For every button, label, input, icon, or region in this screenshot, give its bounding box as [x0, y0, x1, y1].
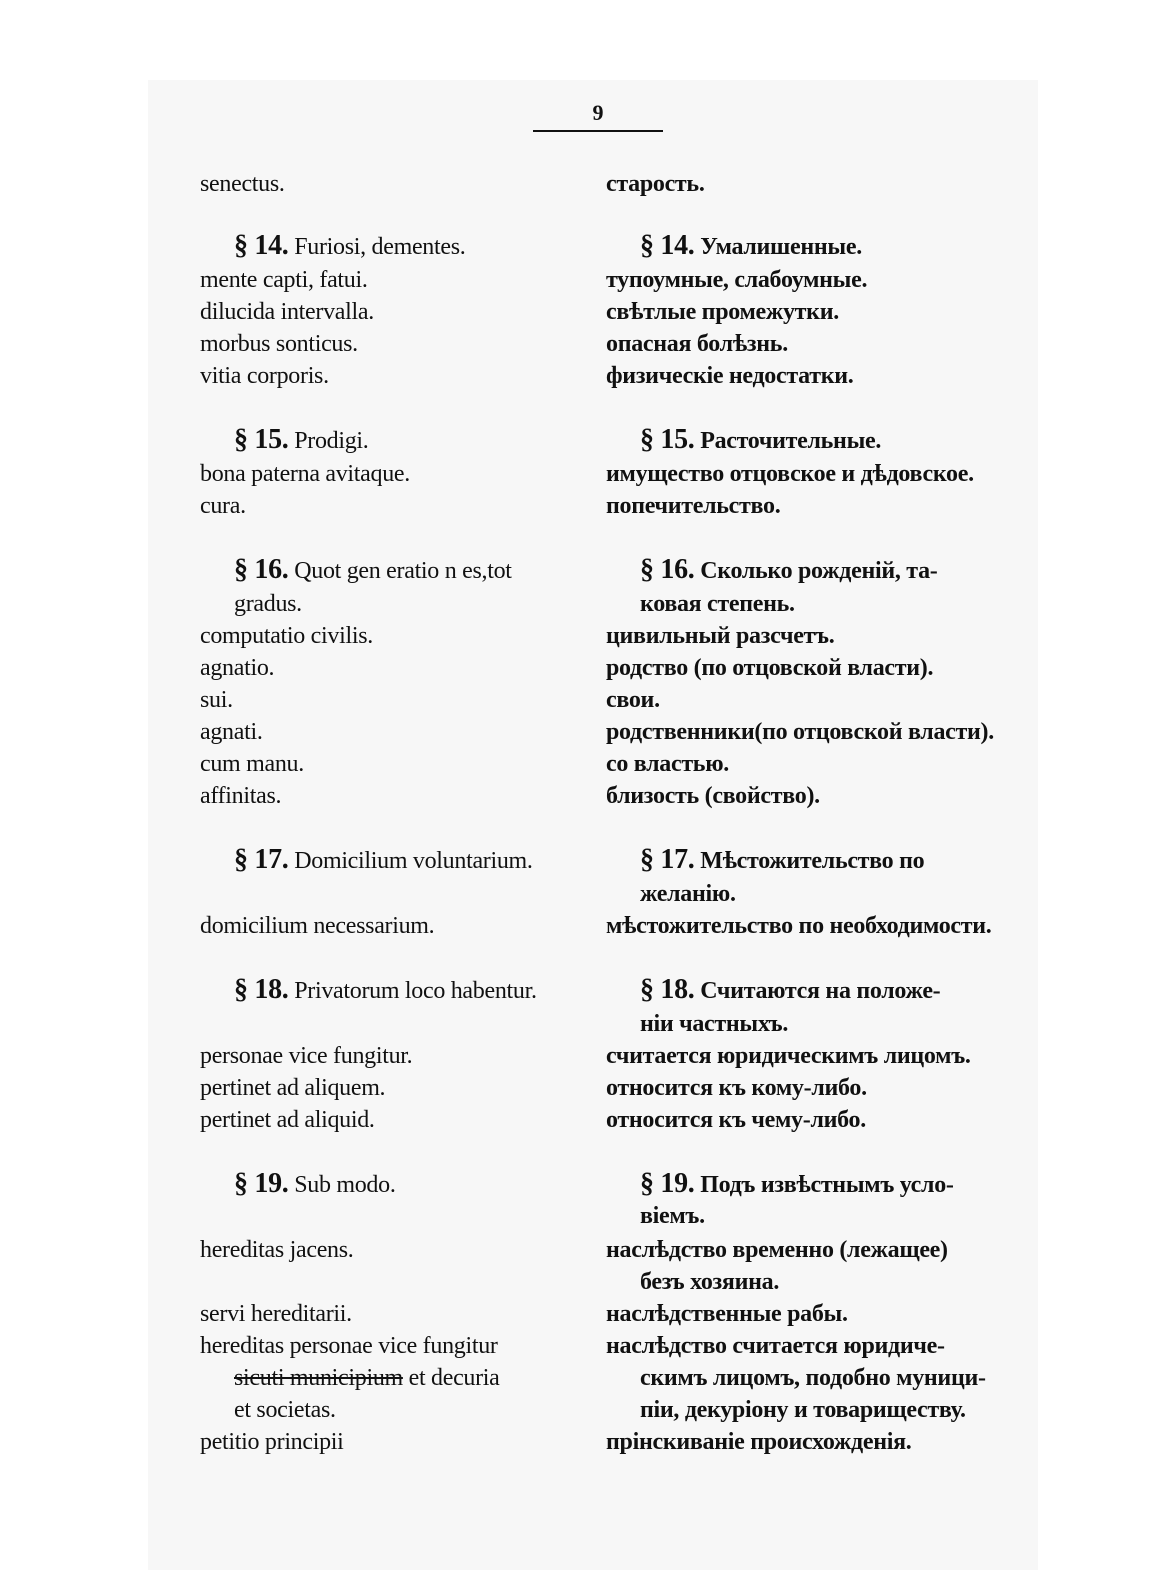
latin-term: pertinet ad aliquem.: [200, 1075, 386, 1101]
russian-term: Подъ извѣстнымъ усло-: [700, 1172, 954, 1198]
latin-term: Quot gen eratio n es,tot: [294, 558, 512, 584]
russian-term: считается юридическимъ лицомъ.: [606, 1043, 971, 1069]
latin-term: Prodigi.: [294, 428, 369, 454]
section-number: § 19.: [640, 1168, 695, 1199]
russian-term: относится къ чему-либо.: [606, 1107, 866, 1133]
latin-term: cura.: [200, 493, 246, 519]
section-number: § 16.: [640, 554, 695, 585]
latin-term: senectus.: [200, 171, 285, 197]
latin-term: morbus sonticus.: [200, 331, 358, 357]
russian-term: со властью.: [606, 751, 729, 777]
latin-term: bona paterna avitaque.: [200, 461, 410, 487]
russian-term: свои.: [606, 687, 660, 713]
latin-term: domicilium necessarium.: [200, 913, 435, 939]
latin-term: sui.: [200, 687, 233, 713]
russian-term: опасная болѣзнь.: [606, 331, 788, 357]
russian-term: ковая степень.: [640, 591, 795, 617]
russian-term: мѣстожительство по необходимости.: [606, 913, 992, 939]
russian-term: віемъ.: [640, 1203, 705, 1229]
latin-term: hereditas jacens.: [200, 1237, 354, 1263]
latin-term: Sub modo.: [294, 1172, 396, 1198]
russian-term: скимъ лицомъ, подобно муници-: [640, 1365, 986, 1391]
section-number: § 18.: [640, 974, 695, 1005]
russian-term: прінскиваніе происхожденія.: [606, 1429, 912, 1455]
russian-term: родство (по отцовской власти).: [606, 655, 934, 681]
russian-term: желанію.: [640, 881, 736, 907]
latin-term: agnatio.: [200, 655, 275, 681]
latin-term: affinitas.: [200, 783, 282, 809]
section-number: § 14.: [234, 230, 289, 261]
russian-term: наслѣдственные рабы.: [606, 1301, 848, 1327]
russian-term: піи, декуріону и товариществу.: [640, 1397, 966, 1423]
latin-term: vitia corporis.: [200, 363, 329, 389]
latin-term: Privatorum loco habentur.: [294, 978, 537, 1004]
russian-term: наслѣдство временно (лежащее): [606, 1237, 948, 1263]
section-number: § 17.: [234, 844, 289, 875]
russian-term: Расточительные.: [700, 428, 882, 454]
latin-term: petitio principii: [200, 1429, 344, 1455]
latin-term: et decuria: [408, 1365, 500, 1391]
latin-term: gradus.: [234, 591, 302, 617]
russian-term: Считаются на положе-: [700, 978, 941, 1004]
latin-term: dilucida intervalla.: [200, 299, 374, 325]
page-number: 9: [592, 100, 604, 125]
russian-term: Сколько рожденій, та-: [700, 558, 938, 584]
latin-term: pertinet ad aliquid.: [200, 1107, 375, 1133]
russian-term: Мѣстожительство по: [700, 848, 925, 874]
russian-term: родственники(по отцовской власти).: [606, 719, 994, 745]
russian-term: старость.: [606, 171, 705, 197]
struck-latin-term: sicuti municipium: [234, 1365, 403, 1391]
header-rule: [533, 130, 663, 132]
russian-term: попечительство.: [606, 493, 781, 519]
latin-term: servi hereditarii.: [200, 1301, 352, 1327]
latin-term: agnati.: [200, 719, 263, 745]
russian-term: Умалишенные.: [700, 234, 862, 260]
russian-term: близость (свойство).: [606, 783, 820, 809]
russian-term: относится къ кому-либо.: [606, 1075, 867, 1101]
russian-term: тупоумные, слабоумные.: [606, 267, 868, 293]
russian-term: наслѣдство считается юридиче-: [606, 1333, 945, 1359]
russian-term: цивильный разсчетъ.: [606, 623, 835, 649]
russian-term: имущество отцовское и дѣдовское.: [606, 461, 974, 487]
section-number: § 18.: [234, 974, 289, 1005]
latin-term: hereditas personae vice fungitur: [200, 1333, 498, 1359]
section-number: § 17.: [640, 844, 695, 875]
russian-term: безъ хозяина.: [640, 1269, 780, 1295]
latin-term: mente capti, fatui.: [200, 267, 368, 293]
section-number: § 15.: [640, 424, 695, 455]
latin-term: personae vice fungitur.: [200, 1043, 413, 1069]
latin-term: Furiosi, dementes.: [294, 234, 466, 260]
russian-term: ніи частныхъ.: [640, 1011, 789, 1037]
latin-term: Domicilium voluntarium.: [294, 848, 533, 874]
section-number: § 19.: [234, 1168, 289, 1199]
latin-term: computatio civilis.: [200, 623, 373, 649]
section-number: § 15.: [234, 424, 289, 455]
russian-term: свѣтлые промежутки.: [606, 299, 839, 325]
section-number: § 14.: [640, 230, 695, 261]
latin-term: et societas.: [234, 1397, 336, 1423]
section-number: § 16.: [234, 554, 289, 585]
latin-term: cum manu.: [200, 751, 304, 777]
russian-term: физическіе недостатки.: [606, 363, 854, 389]
